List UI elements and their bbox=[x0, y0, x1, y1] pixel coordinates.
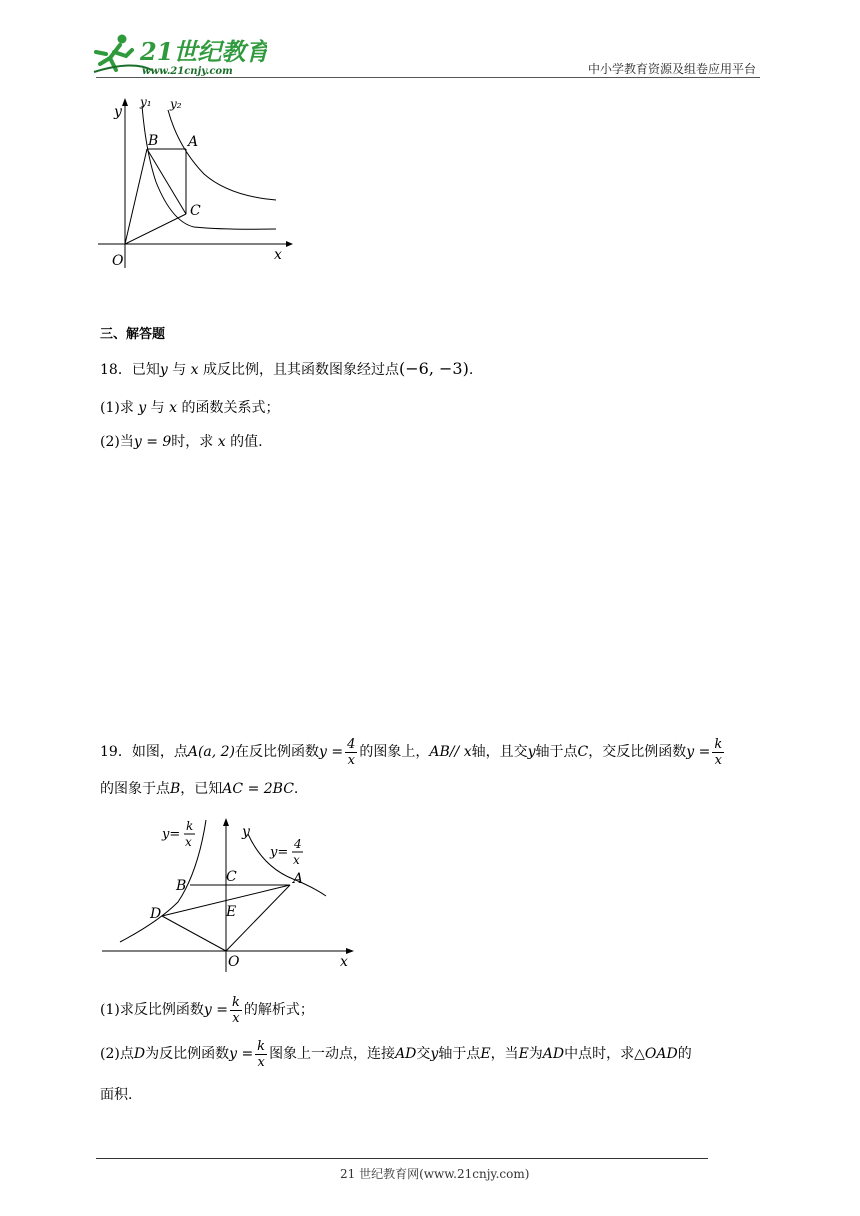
fig2-eq-4-num: 4 bbox=[294, 837, 302, 851]
q19-stem-a: 19．如图，点 bbox=[100, 744, 188, 760]
q18-part1-mid: 与 bbox=[146, 400, 170, 416]
figure-1 bbox=[94, 92, 294, 272]
q19-part2 bbox=[100, 1034, 692, 1074]
q19-frac1-den: x bbox=[347, 752, 355, 768]
q18-mid: 与 bbox=[167, 362, 191, 378]
site-name: 中小学教育资源及组卷应用平台 bbox=[587, 62, 756, 76]
q18-var-y: y bbox=[159, 362, 168, 378]
q18-part1-prefix: (1)求 bbox=[100, 400, 139, 416]
q18-end: . bbox=[468, 362, 474, 378]
q18-part2 bbox=[100, 432, 263, 452]
fig1-x-arrow bbox=[286, 241, 293, 247]
q18-part1 bbox=[100, 398, 279, 418]
q19-y-eq-1: y = bbox=[319, 744, 344, 760]
fig1-curve-y1 bbox=[142, 106, 276, 229]
fig2-eq-k-num: k bbox=[186, 819, 194, 833]
logo-runner-head bbox=[118, 35, 127, 44]
q19-y-eq-2: y = bbox=[686, 744, 711, 760]
fig2-label-A: A bbox=[293, 871, 304, 887]
q19-part2-a: (2)点 bbox=[100, 1046, 134, 1062]
site-logo bbox=[92, 30, 267, 80]
q18-var-x: x bbox=[190, 362, 199, 378]
q19-part2-y-eq: y = bbox=[229, 1046, 254, 1062]
fig2-label-y: y bbox=[242, 824, 250, 840]
q19-frac1-num: 4 bbox=[347, 736, 356, 752]
fig2-label-O: O bbox=[228, 954, 240, 970]
fig2-eq-4-den: x bbox=[293, 853, 300, 867]
q19-part2-AD2: AD bbox=[542, 1046, 565, 1062]
q19-ab-parallel: AB// x bbox=[429, 744, 472, 760]
q19-part2-i: 的 bbox=[677, 1046, 692, 1062]
fig1-label-O: O bbox=[112, 253, 124, 269]
q18-point: (−6, −3) bbox=[399, 359, 469, 378]
q19-stem-b: 在反比例函数 bbox=[235, 744, 320, 760]
q19-frac-k-over-x bbox=[712, 737, 724, 768]
fig1-label-A: A bbox=[188, 134, 199, 150]
q19-part1-frac bbox=[230, 995, 242, 1026]
fig1-y-arrow bbox=[122, 98, 128, 106]
footer-divider bbox=[96, 1158, 708, 1159]
q19-part2-g: 为 bbox=[528, 1046, 543, 1062]
fig2-eq-k-lhs: y= bbox=[162, 827, 181, 842]
fig1-segment-OB bbox=[125, 149, 147, 244]
fig2-label-B: B bbox=[176, 878, 187, 894]
fig1-curve-y2 bbox=[168, 110, 276, 200]
fig2-eq-4-lhs: y= bbox=[270, 845, 289, 860]
q18-part2-prefix: (2)当 bbox=[100, 434, 134, 450]
q19-part2-frac bbox=[255, 1039, 267, 1070]
q18-prefix: 18．已知 bbox=[100, 362, 160, 378]
logo-graphic bbox=[92, 30, 267, 80]
q19-part1 bbox=[100, 990, 314, 1030]
q19-stem-line1 bbox=[100, 732, 726, 772]
fig1-label-y1: y₁ bbox=[140, 95, 152, 109]
q18-stem bbox=[100, 359, 473, 380]
fig2-label-E: E bbox=[226, 904, 237, 920]
q19-part2-b: 为反比例函数 bbox=[145, 1046, 230, 1062]
section-title: 三、解答题 bbox=[100, 327, 166, 342]
q19-part1-y-eq: y = bbox=[203, 1002, 228, 1018]
q19-line2-b: ，已知 bbox=[180, 781, 223, 797]
q19-frac-4-over-x bbox=[345, 737, 357, 768]
q19-part2-f: ，当 bbox=[490, 1046, 519, 1062]
q18-suffix: 成反比例，且其函数图象经过点 bbox=[198, 362, 400, 378]
fig2-y-arrow bbox=[223, 818, 229, 826]
q19-part2-d: 交 bbox=[416, 1046, 431, 1062]
fig2-eq-k-den: x bbox=[185, 835, 192, 849]
q18-part1-y: y bbox=[138, 400, 147, 416]
logo-title: 21世纪教育 bbox=[140, 37, 267, 66]
q18-part2-suffix: 的值. bbox=[225, 434, 263, 450]
q19-line2-end: . bbox=[293, 781, 299, 797]
q18-part1-x: x bbox=[169, 400, 178, 416]
q19-part2-line2: 面积. bbox=[100, 1087, 133, 1103]
fig2-label-C: C bbox=[226, 869, 237, 885]
fig2-segment-DO bbox=[162, 916, 226, 951]
q19-stem-line2 bbox=[100, 779, 298, 799]
q19-ac-eq: AC = 2BC bbox=[222, 781, 294, 797]
fig1-label-C: C bbox=[190, 203, 201, 219]
q18-part2-x: x bbox=[217, 434, 226, 450]
q19-part2-E: E bbox=[480, 1046, 491, 1062]
q19-part2-h: 中点时，求 bbox=[564, 1046, 635, 1062]
q18-part2-eq: y = 9 bbox=[133, 434, 172, 450]
q19-stem-f: ，交反比例函数 bbox=[588, 744, 687, 760]
logo-url: www.21cnjy.com bbox=[142, 66, 233, 77]
fig1-label-x: x bbox=[274, 247, 282, 263]
q19-label-B: B bbox=[170, 781, 181, 797]
q19-part1-frac-den: x bbox=[232, 1010, 240, 1026]
q19-part2-c: 图象上一动点，连接 bbox=[269, 1046, 396, 1062]
q19-stem-d: 轴，且交 bbox=[471, 744, 528, 760]
fig1-segment-OC bbox=[125, 214, 186, 244]
fig2-curve-4 bbox=[248, 834, 326, 896]
q19-part2-y: y bbox=[430, 1046, 439, 1062]
q19-point-A: A(a, 2) bbox=[187, 744, 236, 760]
q19-frack-den: x bbox=[714, 752, 722, 768]
q19-part2-frac-num: k bbox=[257, 1038, 266, 1054]
header-divider bbox=[96, 77, 760, 78]
figure-2 bbox=[98, 812, 358, 974]
fig1-label-y: y bbox=[114, 104, 122, 120]
q19-stem-e: 轴于点 bbox=[535, 744, 578, 760]
q19-part1-suffix: 的解析式； bbox=[243, 1002, 314, 1018]
q18-part2-mid: 时，求 bbox=[171, 434, 218, 450]
q19-part2-e: 轴于点 bbox=[438, 1046, 481, 1062]
fig1-label-B: B bbox=[148, 133, 159, 149]
footer-text: 21 世纪教育网(www.21cnjy.com) bbox=[340, 1167, 530, 1181]
q19-var-y: y bbox=[527, 744, 536, 760]
fig2-label-x: x bbox=[340, 954, 348, 970]
q19-part2-triangle: △OAD bbox=[634, 1046, 678, 1062]
q19-part2-D: D bbox=[133, 1046, 146, 1062]
q19-part2-E2: E bbox=[518, 1046, 529, 1062]
q19-part2-AD: AD bbox=[395, 1046, 417, 1062]
fig2-label-D: D bbox=[150, 906, 162, 922]
q19-part1-frac-num: k bbox=[231, 994, 240, 1010]
q19-frack-num: k bbox=[714, 736, 723, 752]
q19-part2-frac-den: x bbox=[257, 1054, 265, 1070]
fig1-label-y2: y₂ bbox=[170, 97, 182, 111]
q19-stem-c: 的图象上， bbox=[359, 744, 430, 760]
q19-part1-prefix: (1)求反比例函数 bbox=[100, 1002, 204, 1018]
q19-line2-a: 的图象于点 bbox=[100, 781, 170, 797]
q19-label-C: C bbox=[577, 744, 589, 760]
q18-part1-suffix: 的函数关系式； bbox=[177, 400, 280, 416]
